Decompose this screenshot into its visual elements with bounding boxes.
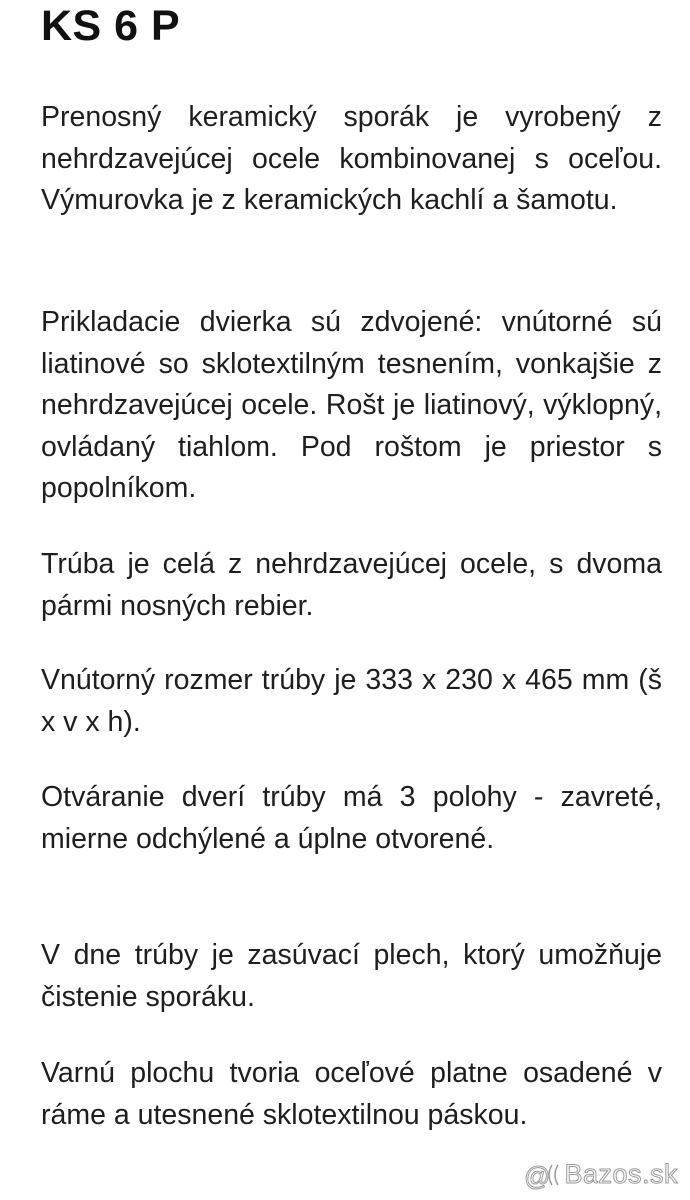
- bazos-logo-icon: [524, 1160, 562, 1190]
- paragraph-oven: Trúba je celá z nehrdzavejúcej ocele, s dvoma pármi nosných rebier.: [41, 548, 662, 622]
- paragraph-doors: Prikladacie dvierka sú zdvojené: vnútorné sú liatinové so sklotextilným tesnením, vonkajšie z nehrdzavejúcej ocele. Rošt je liatinový, výklopný, ovládaný tiahlom. Pod roštom je priestor s popolníkom.: [41, 306, 662, 504]
- paragraph-oven-dimensions: Vnútorný rozmer trúby je 333 x 230 x 465 mm (š x v x h).: [41, 664, 662, 738]
- watermark-text: Bazos.sk: [564, 1159, 678, 1189]
- paragraph-oven-door: Otváranie dverí trúby má 3 polohy - zavreté, mierne odchýlené a úplne otvorené.: [41, 781, 662, 855]
- document: [41, 0, 662, 1131]
- svg-text:@: @: [524, 1160, 552, 1190]
- bazos-watermark: [524, 1159, 678, 1190]
- paragraph-description: Prenosný keramický sporák je vyrobený z nehrdzavejúcej ocele kombinovanej s oceľou. Výmurovka je z keramických kachlí a šamotu.: [41, 101, 662, 216]
- paragraph-cooktop: Varnú plochu tvoria oceľové platne osadené v ráme a utesnené sklotextilnou páskou.: [41, 1057, 662, 1131]
- paragraph-tray: V dne trúby je zasúvací plech, ktorý umožňuje čistenie sporáku.: [41, 939, 662, 1013]
- page-title: KS 6 P: [41, 2, 181, 50]
